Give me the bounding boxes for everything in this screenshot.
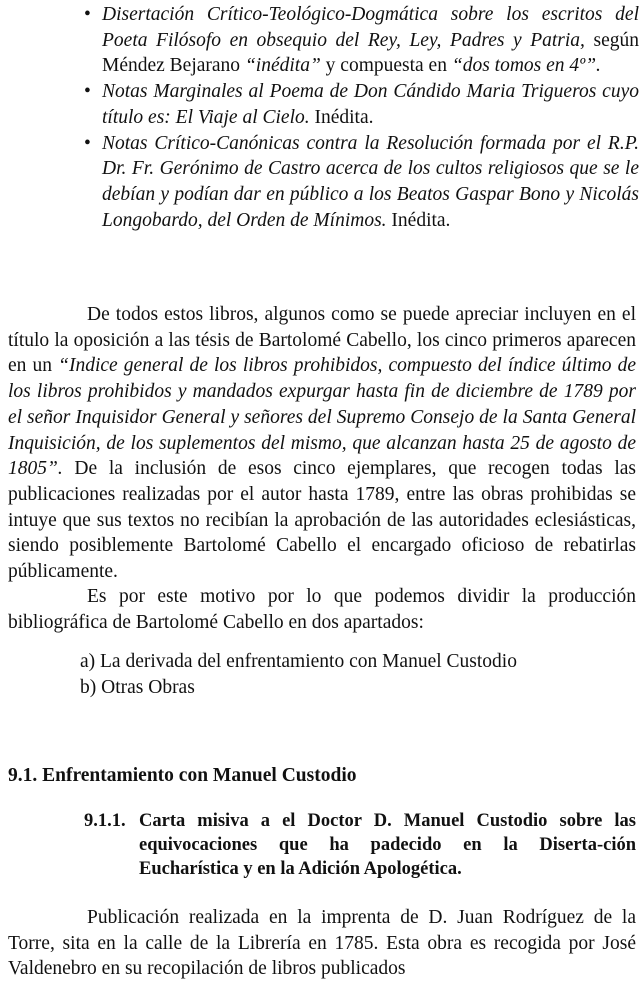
paragraph: Publicación realizada en la imprenta de D. Juan Rodríguez de la Torre, sita en la calle de la Librería en 1785. Esta obra es recogida por José Valdenebro en su recopilación de libros publicados	[8, 907, 636, 980]
bullet-text: Inédita.	[386, 209, 451, 231]
paragraph-text: De la inclusión de esos cinco ejemplares, que recogen todas las publicaciones realizadas por el autor hasta 1789, entre las obras prohibidas se intuye que sus textos no recibían la aprobación de las autoridades eclesiásticas, siendo posiblemente Bartolomé Cabello el encargado oficioso de rebatirlas públicamente.	[8, 458, 636, 583]
paragraph-text: De todos estos libros, algunos como se puede apreciar incluyen en el título la oposición a las tésis de Bartolomé Cabello, los cinco primeros aparecen en un	[8, 304, 636, 377]
paragraph	[8, 302, 636, 585]
bullet-text: según Méndez Bejarano	[102, 29, 639, 77]
paragraph: Es por este motivo por lo que podemos dividir la producción bibliográfica de Bartolomé Cabello en dos apartados:	[8, 586, 636, 633]
bullet-text: y compuesta en	[320, 55, 452, 77]
bullet-quote: “dos tomos en 4º”.	[451, 55, 601, 77]
subsection-number: 9.1.1.	[84, 811, 126, 831]
bullet-title: Notas Marginales al Poema de Don Cándido Maria Trigueros cuyo título es: El Viaje al Cielo.	[102, 81, 639, 128]
quoted-title: “Indice general de los libros prohibidos, compuesto del índice último de los libros prohibidos y mandados expurgar hasta fin de diciembre de 1789 por el señor Inquisidor General y señores del Supremo Consejo de la Santa General Inquisición, de los suplementos del mismo, que alcanzan hasta 25 de agosto de 1805”.	[8, 355, 637, 480]
bullet-text: Inédita.	[309, 106, 374, 128]
bullet-item	[84, 131, 639, 234]
category-list	[80, 649, 517, 700]
bullet-quote: “inédita”	[244, 55, 321, 77]
section-heading: 9.1. Enfrentamiento con Manuel Custodio	[8, 765, 357, 786]
bullet-item	[84, 2, 639, 79]
list-item: b) Otras Obras	[80, 676, 195, 698]
bullet-title: Notas Crítico-Canónicas contra la Resolución formada por el R.P. Dr. Fr. Gerónimo de Castro acerca de los cultos religiosos que se le debían y podían dar en público a los Beatos Gaspar Bono y Nicolás Longobardo, del Orden de Mínimos.	[102, 132, 639, 231]
list-item: a) La derivada del enfrentamiento con Manuel Custodio	[80, 651, 517, 672]
bullet-item	[84, 79, 639, 130]
subsection-heading	[84, 809, 636, 881]
subsection-title: Carta misiva a el Doctor D. Manuel Custodio sobre las equivocaciones que ha padecido en la Diserta-ción Eucharística y en la Adición Apologética.	[139, 811, 636, 879]
bullet-title: Disertación Crítico-Teológico-Dogmática sobre los escritos del Poeta Filósofo en obsequio del Rey, Ley, Padres y Patria,	[102, 4, 639, 51]
bullet-list	[84, 2, 639, 233]
